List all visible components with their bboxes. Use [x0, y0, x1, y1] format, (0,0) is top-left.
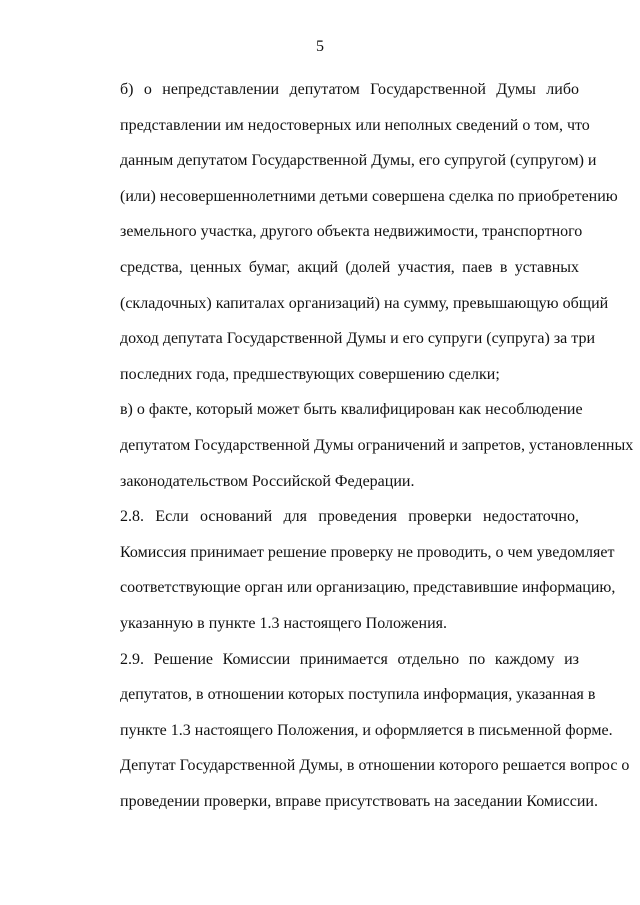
paragraph-line: представлении им недостоверных или неполных сведений о том, что — [120, 116, 590, 134]
paragraph-line: проведении проверки, вправе присутствовать на заседании Комиссии. — [120, 792, 598, 810]
paragraph-line: 2.9. Решение Комиссии принимается отдельно по каждому из — [120, 650, 579, 668]
paragraph-line: доход депутата Государственной Думы и его супруги (супруга) за три — [120, 330, 595, 348]
paragraph-line: депутатов, в отношении которых поступила информация, указанная в — [120, 686, 596, 704]
paragraph-line: 2.8. Если оснований для проведения проверки недостаточно, — [120, 508, 579, 526]
document-body — [86, 72, 634, 819]
paragraph-line: б) о непредставлении депутатом Государственной Думы либо — [120, 81, 579, 98]
paragraph-line: данным депутатом Государственной Думы, его супругой (супругом) и — [120, 152, 597, 170]
paragraph-line: последних года, предшествующих совершению сделки; — [120, 365, 500, 383]
paragraph-line: указанную в пункте 1.3 настоящего Положения. — [120, 614, 448, 632]
paragraph-line: (или) несовершеннолетними детьми совершена сделка по приобретению — [120, 187, 618, 205]
paragraph-2-9 — [86, 642, 630, 820]
page-number: 5 — [316, 38, 324, 55]
paragraph-line: (складочных) капиталах организаций) на сумму, превышающую общий — [120, 294, 609, 312]
paragraph-line: средства, ценных бумаг, акций (долей участия, паев в уставных — [120, 258, 579, 276]
paragraph-v — [86, 392, 634, 499]
paragraph-line: депутатом Государственной Думы ограничений и запретов, установленных — [120, 436, 634, 454]
paragraph-line: Депутат Государственной Думы, в отношении которого решается вопрос о — [120, 757, 630, 775]
paragraph-line: земельного участка, другого объекта недвижимости, транспортного — [120, 223, 583, 241]
paragraph-line: пункте 1.3 настоящего Положения, и оформляется в письменной форме. — [120, 721, 613, 739]
paragraph-line: законодательством Российской Федерации. — [120, 472, 415, 490]
paragraph-line: Комиссия принимает решение проверку не проводить, о чем уведомляет — [120, 543, 615, 561]
paragraph-line: в) о факте, который может быть квалифицирован как несоблюдение — [120, 401, 583, 419]
paragraph-line: соответствующие орган или организацию, представившие информацию, — [120, 579, 616, 597]
paragraph-2-8 — [86, 499, 616, 641]
paragraph-b — [86, 72, 618, 392]
